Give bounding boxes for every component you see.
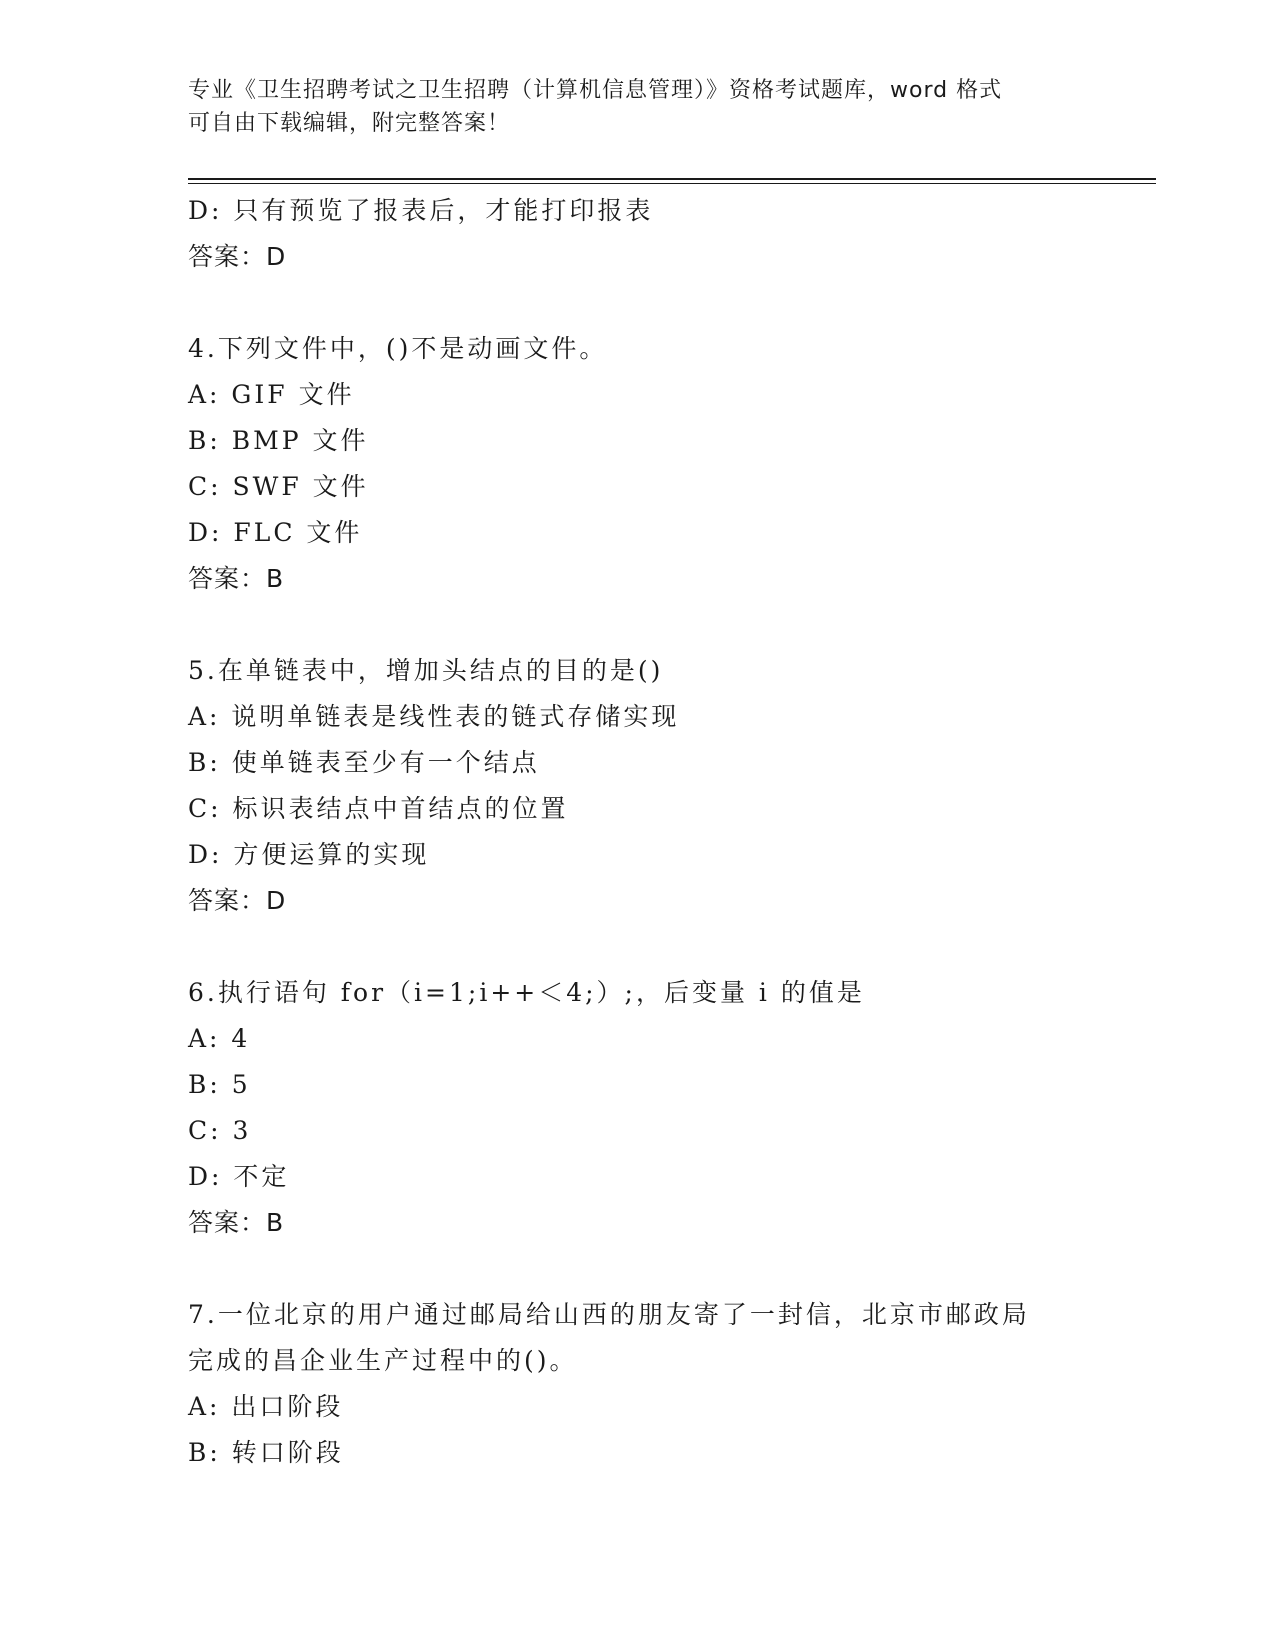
option-b: B: 使单链表至少有一个结点 <box>188 748 540 777</box>
option-d: D: 只有预览了报表后，才能打印报表 <box>188 196 654 225</box>
spacer <box>188 602 1088 648</box>
option-a: A: 说明单链表是线性表的链式存储实现 <box>188 702 680 731</box>
option-a: A: 4 <box>188 1024 251 1053</box>
question-stem: 4.下列文件中，()不是动画文件。 <box>188 334 608 363</box>
option-c: C: SWF 文件 <box>188 472 369 501</box>
option-d: D: 不定 <box>188 1162 290 1191</box>
header-divider-thin <box>188 183 1156 184</box>
option-d: D: FLC 文件 <box>188 518 363 547</box>
answer: 答案：B <box>188 564 285 593</box>
question-stem-line-2: 完成的昌企业生产过程中的()。 <box>188 1346 578 1375</box>
option-b: B: BMP 文件 <box>188 426 369 455</box>
option-a: A: GIF 文件 <box>188 380 355 409</box>
header-divider-thick <box>188 178 1156 180</box>
spacer <box>188 280 1088 326</box>
question-stem: 6.执行语句 for（i=1;i++＜4;）;，后变量 i 的值是 <box>188 978 865 1007</box>
question-stem: 5.在单链表中，增加头结点的目的是() <box>188 656 664 685</box>
option-b: B: 转口阶段 <box>188 1438 344 1467</box>
option-a: A: 出口阶段 <box>188 1392 344 1421</box>
header-line-1: 专业《卫生招聘考试之卫生招聘（计算机信息管理）》资格考试题库，word 格式 <box>188 78 1003 103</box>
header-line-2: 可自由下载编辑，附完整答案！ <box>188 111 511 136</box>
answer: 答案：D <box>188 242 287 271</box>
option-c: C: 3 <box>188 1116 252 1145</box>
option-d: D: 方便运算的实现 <box>188 840 430 869</box>
option-b: B: 5 <box>188 1070 251 1099</box>
option-c: C: 标识表结点中首结点的位置 <box>188 794 569 823</box>
question-stem-line-1: 7.一位北京的用户通过邮局给山西的朋友寄了一封信，北京市邮政局 <box>188 1300 1030 1329</box>
answer: 答案：D <box>188 886 287 915</box>
document-header <box>188 74 1068 140</box>
spacer <box>188 924 1088 970</box>
spacer <box>188 1246 1088 1292</box>
answer: 答案：B <box>188 1208 285 1237</box>
question-list <box>188 188 1088 1476</box>
